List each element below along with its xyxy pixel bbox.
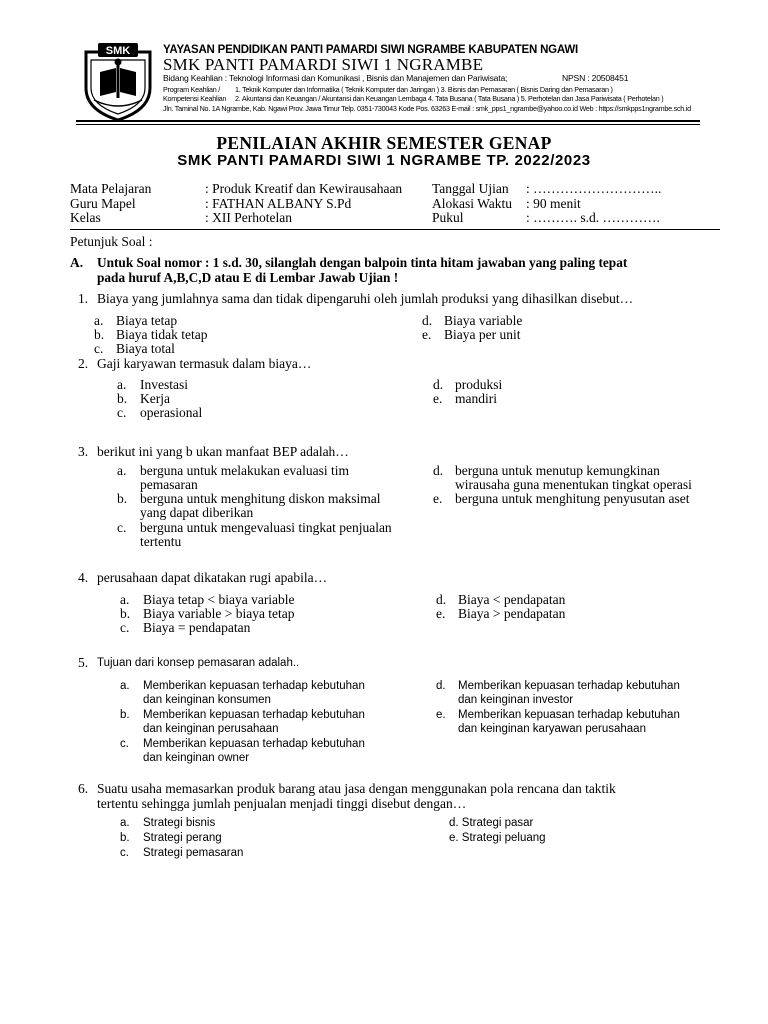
option-b-line2: dan keinginan perusahaan xyxy=(143,723,279,735)
option-letter-d: d. xyxy=(433,463,444,478)
question-number: 6. xyxy=(78,781,89,796)
pukul-value: : ………. s.d. …………. xyxy=(526,210,660,225)
mapel-value: : Produk Kreatif dan Kewirausahaan xyxy=(205,181,403,196)
question-text-line1: Suatu usaha memasarkan produk barang atau jasa dengan menggunakan pola rencana dan taktik xyxy=(97,781,616,796)
option-a-line2: dan keinginan konsumen xyxy=(143,694,271,706)
option-b: Kerja xyxy=(140,391,170,406)
question-text-line2: tertentu sehingga jumlah penjualan menjadi tinggi disebut dengan… xyxy=(97,796,467,811)
option-letter-c: c. xyxy=(120,847,129,859)
section-a-line2: pada huruf A,B,C,D atau E di Lembar Jawab Ujian ! xyxy=(97,270,399,285)
option-b-line1: Memberikan kepuasan terhadap kebutuhan xyxy=(143,709,365,721)
school-address: Jln. Taminal No. 1A Ngrambe, Kab. Ngawi Prov. Jawa Timur Telp. 0351-730043 Kode Pos. 63263 E-mail : smk_pps1_ngrambe@yahoo.co.id Web : https://smkpps1ngrambe.sch.id xyxy=(163,104,691,113)
program-keahlian-label: Program Keahlian / xyxy=(163,85,221,94)
option-d-line1: Memberikan kepuasan terhadap kebutuhan xyxy=(458,680,680,692)
tanggal-value: : ……………………….. xyxy=(526,181,662,196)
option-letter-d: d. xyxy=(422,313,433,328)
option-letter-e: e. xyxy=(436,606,446,621)
npsn: NPSN : 20508451 xyxy=(562,73,629,83)
option-c: Strategi pemasaran xyxy=(143,847,244,859)
option-letter-b: b. xyxy=(117,391,128,406)
option-letter-c: c. xyxy=(117,520,127,535)
alokasi-label: Alokasi Waktu xyxy=(432,196,513,211)
exam-title: PENILAIAN AKHIR SEMESTER GENAP xyxy=(216,133,552,153)
option-e: e. Strategi peluang xyxy=(449,832,546,844)
option-c: operasional xyxy=(140,405,203,420)
option-letter-e: e. xyxy=(422,327,432,342)
option-letter-a: a. xyxy=(94,313,104,328)
option-letter-a: a. xyxy=(117,377,127,392)
option-d: produksi xyxy=(455,377,503,392)
school-logo xyxy=(78,42,158,122)
option-c-line2: tertentu xyxy=(140,534,182,549)
question-text: perusahaan dapat dikatakan rugi apabila… xyxy=(97,570,328,585)
bidang-keahlian: Bidang Keahlian : Teknologi Informasi dan Komunikasi , Bisnis dan Manajemen dan Pariwisata; xyxy=(163,73,508,83)
option-letter-e: e. xyxy=(433,391,443,406)
kelas-label: Kelas xyxy=(70,210,101,225)
option-letter-b: b. xyxy=(117,491,128,506)
option-a-line1: berguna untuk melakukan evaluasi tim xyxy=(140,463,349,478)
info-rule xyxy=(70,229,720,230)
option-d-line2: dan keinginan investor xyxy=(458,694,574,706)
guru-value: : FATHAN ALBANY S.Pd xyxy=(205,196,352,211)
option-letter-d: d. xyxy=(433,377,444,392)
question-number: 2. xyxy=(78,356,89,371)
option-letter-e: e. xyxy=(433,491,443,506)
option-letter-b: b. xyxy=(120,832,130,844)
option-letter-d: d. xyxy=(436,592,447,607)
section-a-letter: A. xyxy=(70,255,84,270)
option-e-line2: dan keinginan karyawan perusahaan xyxy=(458,723,646,735)
option-a-line2: pemasaran xyxy=(140,477,198,492)
option-a: Strategi bisnis xyxy=(143,817,216,829)
question-number: 1. xyxy=(78,291,89,306)
option-d-line1: berguna untuk menutup kemungkinan xyxy=(455,463,660,478)
kelas-value: : XII Perhotelan xyxy=(205,210,292,225)
header-rule-thin xyxy=(76,124,700,125)
question-text: Tujuan dari konsep pemasaran adalah.. xyxy=(97,657,300,669)
option-letter-d: d. xyxy=(436,680,446,692)
option-b-line1: berguna untuk menghitung diskon maksimal xyxy=(140,491,381,506)
option-c-line1: berguna untuk mengevaluasi tingkat penjualan xyxy=(140,520,392,535)
option-letter-e: e. xyxy=(436,709,446,721)
kompetensi-keahlian-items: 2. Akuntansi dan Keuangan / Akuntansi dan Keuangan Lembaga 4. Tata Busana ( Tata Busana ) 5. Perhotelan dan Jasa Pariwisata ( Perhotelan ) xyxy=(235,94,664,103)
option-a-line1: Memberikan kepuasan terhadap kebutuhan xyxy=(143,680,365,692)
option-letter-c: c. xyxy=(120,738,129,750)
option-letter-a: a. xyxy=(120,680,130,692)
option-a: Biaya tetap < biaya variable xyxy=(143,592,295,607)
alokasi-value: : 90 menit xyxy=(526,196,581,211)
option-letter-c: c. xyxy=(94,341,104,356)
option-d: Biaya < pendapatan xyxy=(458,592,566,607)
option-letter-b: b. xyxy=(120,709,130,721)
option-b: Biaya tidak tetap xyxy=(116,327,208,342)
option-e: mandiri xyxy=(455,391,497,406)
header-rule-thick xyxy=(76,120,700,122)
logo-text: SMK xyxy=(105,45,131,57)
tanggal-label: Tanggal Ujian xyxy=(432,181,509,196)
question-number: 4. xyxy=(78,570,89,585)
option-c-line1: Memberikan kepuasan terhadap kebutuhan xyxy=(143,738,365,750)
option-letter-c: c. xyxy=(120,620,130,635)
petunjuk-label: Petunjuk Soal : xyxy=(70,234,153,249)
option-b: Biaya variable > biaya tetap xyxy=(143,606,295,621)
option-e-line1: Memberikan kepuasan terhadap kebutuhan xyxy=(458,709,680,721)
option-letter-b: b. xyxy=(120,606,131,621)
question-text: Biaya yang jumlahnya sama dan tidak dipengaruhi oleh jumlah produksi yang dihasilkan disebut… xyxy=(97,291,634,306)
question-number: 5. xyxy=(78,655,89,670)
option-letter-a: a. xyxy=(117,463,127,478)
question-text: Gaji karyawan termasuk dalam biaya… xyxy=(97,356,312,371)
option-d: Biaya variable xyxy=(444,313,523,328)
kompetensi-keahlian-label: Kompetensi Keahlian xyxy=(163,94,227,103)
guru-label: Guru Mapel xyxy=(70,196,136,211)
option-c: Biaya = pendapatan xyxy=(143,620,251,635)
option-letter-c: c. xyxy=(117,405,127,420)
mapel-label: Mata Pelajaran xyxy=(70,181,152,196)
option-b: Strategi perang xyxy=(143,832,222,844)
option-letter-a: a. xyxy=(120,592,130,607)
option-e: Biaya > pendapatan xyxy=(458,606,566,621)
section-a-line1: Untuk Soal nomor : 1 s.d. 30, silanglah dengan balpoin tinta hitam jawaban yang paling tepat xyxy=(97,255,628,270)
option-c: Biaya total xyxy=(116,341,175,356)
option-a: Investasi xyxy=(140,377,188,392)
option-b-line2: yang dapat diberikan xyxy=(140,505,254,520)
pukul-label: Pukul xyxy=(432,210,464,225)
question-text: berikut ini yang b ukan manfaat BEP adalah… xyxy=(97,444,349,459)
option-e: berguna untuk menghitung penyusutan aset xyxy=(455,491,690,506)
exam-subtitle: SMK PANTI PAMARDI SIWI 1 NGRAMBE TP. 2022/2023 xyxy=(177,152,591,169)
school-name: SMK PANTI PAMARDI SIWI 1 NGRAMBE xyxy=(163,55,484,74)
option-letter-b: b. xyxy=(94,327,105,342)
option-d-line2: wirausaha guna menentukan tingkat operasi xyxy=(455,477,692,492)
option-e: Biaya per unit xyxy=(444,327,521,342)
option-d: d. Strategi pasar xyxy=(449,817,534,829)
option-letter-a: a. xyxy=(120,817,130,829)
foundation-name: YAYASAN PENDIDIKAN PANTI PAMARDI SIWI NGRAMBE KABUPATEN NGAWI xyxy=(163,44,579,56)
question-number: 3. xyxy=(78,444,89,459)
program-keahlian-items: 1. Teknik Komputer dan Informatika ( Teknik Komputer dan Jaringan ) 3. Bisnis dan Pemasaran ( Bisnis Daring dan Pemasaran ) xyxy=(235,85,613,94)
option-a: Biaya tetap xyxy=(116,313,178,328)
option-c-line2: dan keinginan owner xyxy=(143,752,250,764)
